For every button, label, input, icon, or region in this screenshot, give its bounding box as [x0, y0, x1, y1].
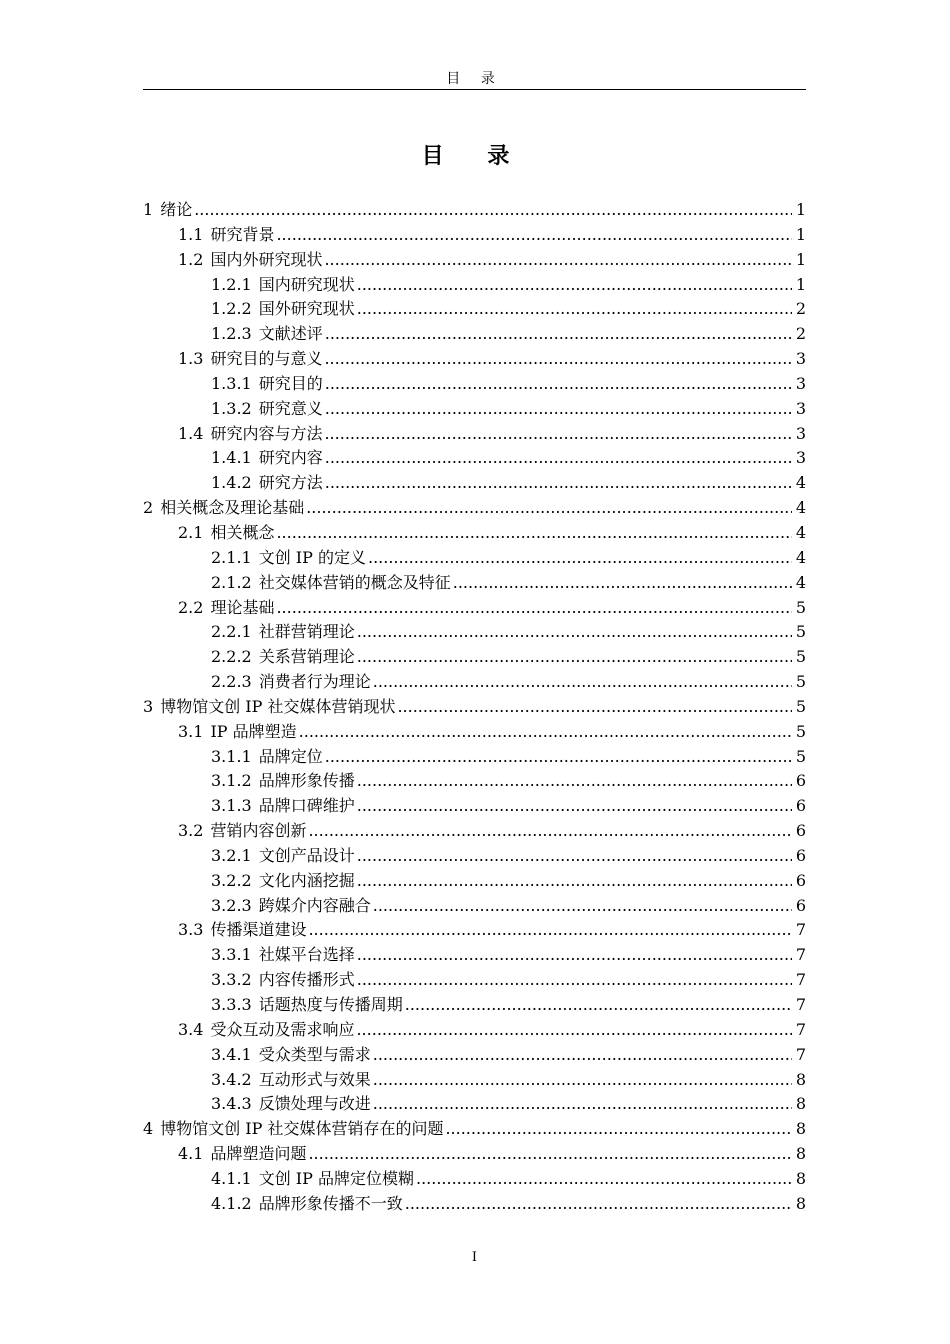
toc-leader-dots — [308, 918, 791, 943]
toc-entry[interactable] — [143, 918, 806, 943]
toc-entry-title: 文献述评 — [258, 324, 323, 344]
toc-entry-number: 3.4 — [178, 1019, 204, 1039]
toc-leader-dots — [325, 446, 792, 471]
toc-entry-number: 4.1.2 — [211, 1193, 252, 1213]
toc-entry-title: 消费者行为理论 — [258, 672, 371, 692]
toc-leader-dots — [357, 645, 792, 670]
toc-entry[interactable] — [143, 819, 806, 844]
toc-entry-page: 6 — [795, 895, 806, 915]
toc-entry[interactable] — [143, 968, 806, 993]
toc-entry-page: 1 — [795, 274, 806, 294]
toc-entry-number: 2 — [143, 498, 154, 518]
toc-leader-dots — [357, 968, 792, 993]
toc-entry[interactable] — [143, 1167, 806, 1192]
toc-entry-title: 研究目的与意义 — [210, 349, 323, 369]
toc-entry-number: 3.1.3 — [211, 796, 252, 816]
toc-entry-title: 研究内容与方法 — [210, 423, 323, 443]
toc-entry-title: 社群营销理论 — [258, 622, 355, 642]
toc-entry[interactable] — [143, 223, 806, 248]
toc-entry[interactable] — [143, 496, 806, 521]
toc-entry-number: 2.2.2 — [211, 647, 252, 667]
toc-leader-dots — [356, 1018, 791, 1043]
toc-leader-dots — [373, 894, 792, 919]
toc-entry[interactable] — [143, 571, 806, 596]
toc-entry[interactable] — [143, 297, 806, 322]
toc-entry[interactable] — [143, 645, 806, 670]
toc-entry[interactable] — [143, 1192, 806, 1217]
toc-entry[interactable] — [143, 322, 806, 347]
toc-entry-page: 4 — [795, 498, 806, 518]
toc-entry[interactable] — [143, 695, 806, 720]
toc-entry-number: 1.1 — [178, 224, 204, 244]
toc-leader-dots — [324, 347, 791, 372]
toc-leader-dots — [324, 422, 791, 447]
toc-entry-page: 6 — [795, 796, 806, 816]
toc-entry-number: 3.1.2 — [211, 771, 252, 791]
toc-leader-dots — [357, 273, 792, 298]
toc-entry[interactable] — [143, 273, 806, 298]
toc-entry-number: 3.3.3 — [211, 995, 252, 1014]
toc-entry-title: 传播渠道建设 — [210, 920, 307, 940]
toc-leader-dots — [325, 471, 792, 496]
toc-entry-number: 3.4.1 — [211, 1044, 252, 1064]
toc-leader-dots — [453, 571, 792, 596]
toc-entry[interactable] — [143, 422, 806, 447]
toc-entry[interactable] — [143, 397, 806, 422]
toc-entry-title: 跨媒介内容融合 — [258, 895, 371, 915]
toc-entry-title: 理论基础 — [210, 597, 275, 617]
toc-entry-number: 3.3.2 — [211, 970, 252, 990]
toc-entry-title: 文创产品设计 — [258, 845, 355, 865]
toc-entry-number: 2.1 — [178, 522, 204, 542]
toc-entry-title: 互动形式与效果 — [258, 1069, 371, 1089]
toc-entry-page: 3 — [795, 398, 806, 418]
toc-entry-page: 7 — [795, 1044, 806, 1064]
toc-leader-dots — [357, 297, 792, 322]
toc-entry-number: 3.1.1 — [211, 746, 252, 766]
toc-entry-title: 关系营销理论 — [258, 647, 355, 667]
toc-entry-number: 1.4.1 — [211, 448, 252, 468]
toc-entry-page: 4 — [795, 572, 806, 592]
toc-entry-title: 文创 IP 品牌定位模糊 — [258, 1168, 414, 1188]
toc-entry-page: 5 — [795, 672, 806, 692]
toc-entry-number: 2.2.1 — [211, 622, 252, 642]
toc-entry-number: 1.3.2 — [211, 398, 252, 418]
toc-leader-dots — [357, 769, 792, 794]
toc-entry-number: 2.2.3 — [211, 672, 252, 692]
toc-entry-title: 研究意义 — [258, 398, 323, 418]
toc-entry-number: 2.1.1 — [211, 547, 252, 567]
toc-leader-dots — [445, 1117, 791, 1142]
toc-entry[interactable] — [143, 198, 806, 223]
toc-entry[interactable] — [143, 1142, 806, 1167]
toc-entry-number: 1.2.1 — [211, 274, 252, 294]
toc-entry-title: 社媒平台选择 — [258, 945, 355, 965]
toc-entry[interactable] — [143, 769, 806, 794]
toc-entry-page: 3 — [795, 423, 806, 443]
toc-entry-number: 3.3 — [178, 920, 204, 940]
toc-entry-title: 话题热度与传播周期 — [258, 995, 403, 1014]
toc-entry[interactable] — [143, 794, 806, 819]
toc-entry[interactable] — [143, 372, 806, 397]
toc-entry-page: 5 — [795, 746, 806, 766]
toc-entry-title: IP 品牌塑造 — [210, 721, 297, 741]
toc-entry-number: 3.1 — [178, 721, 204, 741]
toc-entry-page: 8 — [795, 1168, 806, 1188]
toc-entry-page: 6 — [795, 845, 806, 865]
toc-entry-number: 3.3.1 — [211, 945, 252, 965]
toc-entry[interactable] — [143, 1043, 806, 1068]
toc-entry[interactable] — [143, 347, 806, 372]
toc-leader-dots — [194, 198, 792, 223]
toc-entry-page: 2 — [795, 299, 806, 319]
toc-entry-page: 2 — [795, 324, 806, 344]
toc-entry-title: 社交媒体营销的概念及特征 — [258, 572, 451, 592]
toc-entry-number: 1.4.2 — [211, 473, 252, 493]
toc-leader-dots — [397, 695, 791, 720]
toc-leader-dots — [308, 1142, 791, 1167]
toc-entry-title: 品牌形象传播 — [258, 771, 355, 791]
toc-leader-dots — [306, 496, 792, 521]
table-of-contents — [143, 198, 806, 1217]
toc-entry-page: 5 — [795, 597, 806, 617]
toc-entry-number: 1.2.3 — [211, 324, 252, 344]
toc-entry-number: 3 — [143, 696, 154, 716]
toc-entry-title: 国外研究现状 — [258, 299, 355, 319]
toc-entry-page: 4 — [795, 547, 806, 567]
toc-leader-dots — [324, 248, 791, 273]
toc-entry-page: 8 — [795, 1069, 806, 1089]
toc-leader-dots — [416, 1167, 792, 1192]
toc-entry-page: 7 — [795, 1019, 806, 1039]
toc-entry-number: 2.1.2 — [211, 572, 252, 592]
toc-entry-title: 国内研究现状 — [258, 274, 355, 294]
toc-entry-page: 1 — [795, 249, 806, 269]
toc-entry-title: 品牌口碑维护 — [258, 796, 355, 816]
toc-entry-title: 文化内涵挖掘 — [258, 870, 355, 890]
toc-entry-number: 3.4.2 — [211, 1069, 252, 1089]
toc-entry[interactable] — [143, 620, 806, 645]
toc-title: 目 录 — [421, 144, 528, 169]
toc-entry-page: 3 — [795, 448, 806, 468]
toc-leader-dots — [373, 1043, 792, 1068]
toc-entry[interactable] — [143, 446, 806, 471]
toc-entry-title: 文创 IP 的定义 — [258, 547, 366, 567]
toc-entry-title: 受众互动及需求响应 — [210, 1019, 355, 1039]
toc-leader-dots — [405, 993, 792, 1018]
toc-entry[interactable] — [143, 596, 806, 621]
toc-leader-dots — [308, 819, 791, 844]
toc-entry-title: 博物馆文创 IP 社交媒体营销存在的问题 — [160, 1119, 444, 1139]
running-header: 目 录 — [446, 71, 503, 87]
toc-entry-page: 7 — [795, 945, 806, 965]
toc-leader-dots — [357, 943, 792, 968]
toc-entry-number: 1.3 — [178, 349, 204, 369]
toc-entry-number: 1.2 — [178, 249, 204, 269]
toc-entry-number: 3.2 — [178, 821, 204, 841]
toc-entry-title: 营销内容创新 — [210, 821, 307, 841]
toc-entry[interactable] — [143, 894, 806, 919]
toc-entry[interactable] — [143, 993, 806, 1018]
toc-entry-page: 1 — [795, 200, 806, 219]
toc-entry-number: 1 — [143, 200, 154, 219]
toc-leader-dots — [373, 1092, 792, 1117]
toc-entry-title: 相关概念 — [210, 522, 275, 542]
toc-entry[interactable] — [143, 745, 806, 770]
toc-entry-page: 3 — [795, 373, 806, 393]
toc-entry-page: 6 — [795, 821, 806, 841]
toc-entry-title: 品牌形象传播不一致 — [258, 1193, 403, 1213]
toc-entry-title: 内容传播形式 — [258, 970, 355, 990]
toc-entry-title: 研究内容 — [258, 448, 323, 468]
toc-entry[interactable] — [143, 1092, 806, 1117]
header-rule — [143, 89, 806, 90]
toc-entry-title: 品牌塑造问题 — [210, 1144, 307, 1164]
toc-entry-page: 5 — [795, 721, 806, 741]
toc-entry-title: 相关概念及理论基础 — [160, 498, 305, 518]
toc-leader-dots — [325, 397, 792, 422]
toc-entry-number: 3.2.2 — [211, 870, 252, 890]
toc-entry-number: 2.2 — [178, 597, 204, 617]
toc-entry-title: 国内外研究现状 — [210, 249, 323, 269]
toc-entry-number: 3.2.1 — [211, 845, 252, 865]
toc-entry-title: 博物馆文创 IP 社交媒体营销现状 — [160, 696, 396, 716]
toc-leader-dots — [325, 745, 792, 770]
toc-leader-dots — [405, 1192, 792, 1217]
toc-entry-title: 受众类型与需求 — [258, 1044, 371, 1064]
toc-entry[interactable] — [143, 670, 806, 695]
toc-entry-title: 研究方法 — [258, 473, 323, 493]
toc-leader-dots — [357, 869, 792, 894]
toc-leader-dots — [276, 596, 791, 621]
toc-entry[interactable] — [143, 869, 806, 894]
toc-entry[interactable] — [143, 521, 806, 546]
toc-entry-number: 3.4.3 — [211, 1094, 252, 1114]
toc-entry-number: 1.4 — [178, 423, 204, 443]
toc-entry-title: 研究背景 — [210, 224, 275, 244]
toc-entry-title: 品牌定位 — [258, 746, 323, 766]
toc-entry-page: 1 — [795, 224, 806, 244]
toc-leader-dots — [357, 620, 792, 645]
toc-entry[interactable] — [143, 471, 806, 496]
toc-entry[interactable] — [143, 1018, 806, 1043]
toc-leader-dots — [357, 844, 792, 869]
toc-entry[interactable] — [143, 1117, 806, 1142]
toc-leader-dots — [299, 720, 792, 745]
toc-leader-dots — [325, 322, 792, 347]
toc-entry-page: 8 — [795, 1094, 806, 1114]
toc-entry-page: 6 — [795, 771, 806, 791]
toc-entry[interactable] — [143, 546, 806, 571]
toc-entry-page: 6 — [795, 870, 806, 890]
page-number: I — [471, 1250, 478, 1265]
toc-entry[interactable] — [143, 943, 806, 968]
toc-entry-number: 4 — [143, 1119, 154, 1139]
toc-entry[interactable] — [143, 248, 806, 273]
toc-entry-page: 5 — [795, 696, 806, 716]
toc-entry-page: 4 — [795, 522, 806, 542]
toc-entry-page: 4 — [795, 473, 806, 493]
toc-leader-dots — [368, 546, 792, 571]
toc-leader-dots — [325, 372, 792, 397]
toc-entry-page: 3 — [795, 349, 806, 369]
toc-leader-dots — [276, 521, 791, 546]
toc-leader-dots — [276, 223, 791, 248]
toc-entry-page: 7 — [795, 995, 806, 1014]
toc-entry-page: 5 — [795, 647, 806, 667]
toc-entry-page: 7 — [795, 920, 806, 940]
toc-entry-page: 5 — [795, 622, 806, 642]
toc-entry-number: 4.1 — [178, 1144, 204, 1164]
toc-entry-number: 1.2.2 — [211, 299, 252, 319]
toc-leader-dots — [357, 794, 792, 819]
toc-entry-title: 绪论 — [160, 200, 193, 219]
toc-entry-title: 反馈处理与改进 — [258, 1094, 371, 1114]
toc-entry-page: 8 — [795, 1144, 806, 1164]
toc-entry-number: 3.2.3 — [211, 895, 252, 915]
toc-entry-number: 4.1.1 — [211, 1168, 252, 1188]
toc-entry[interactable] — [143, 720, 806, 745]
toc-entry-page: 8 — [795, 1193, 806, 1213]
toc-entry[interactable] — [143, 1068, 806, 1093]
toc-entry-page: 8 — [795, 1119, 806, 1139]
toc-leader-dots — [373, 1068, 792, 1093]
toc-leader-dots — [373, 670, 792, 695]
toc-entry-number: 1.3.1 — [211, 373, 252, 393]
toc-entry-title: 研究目的 — [258, 373, 323, 393]
toc-entry[interactable] — [143, 844, 806, 869]
toc-entry-page: 7 — [795, 970, 806, 990]
